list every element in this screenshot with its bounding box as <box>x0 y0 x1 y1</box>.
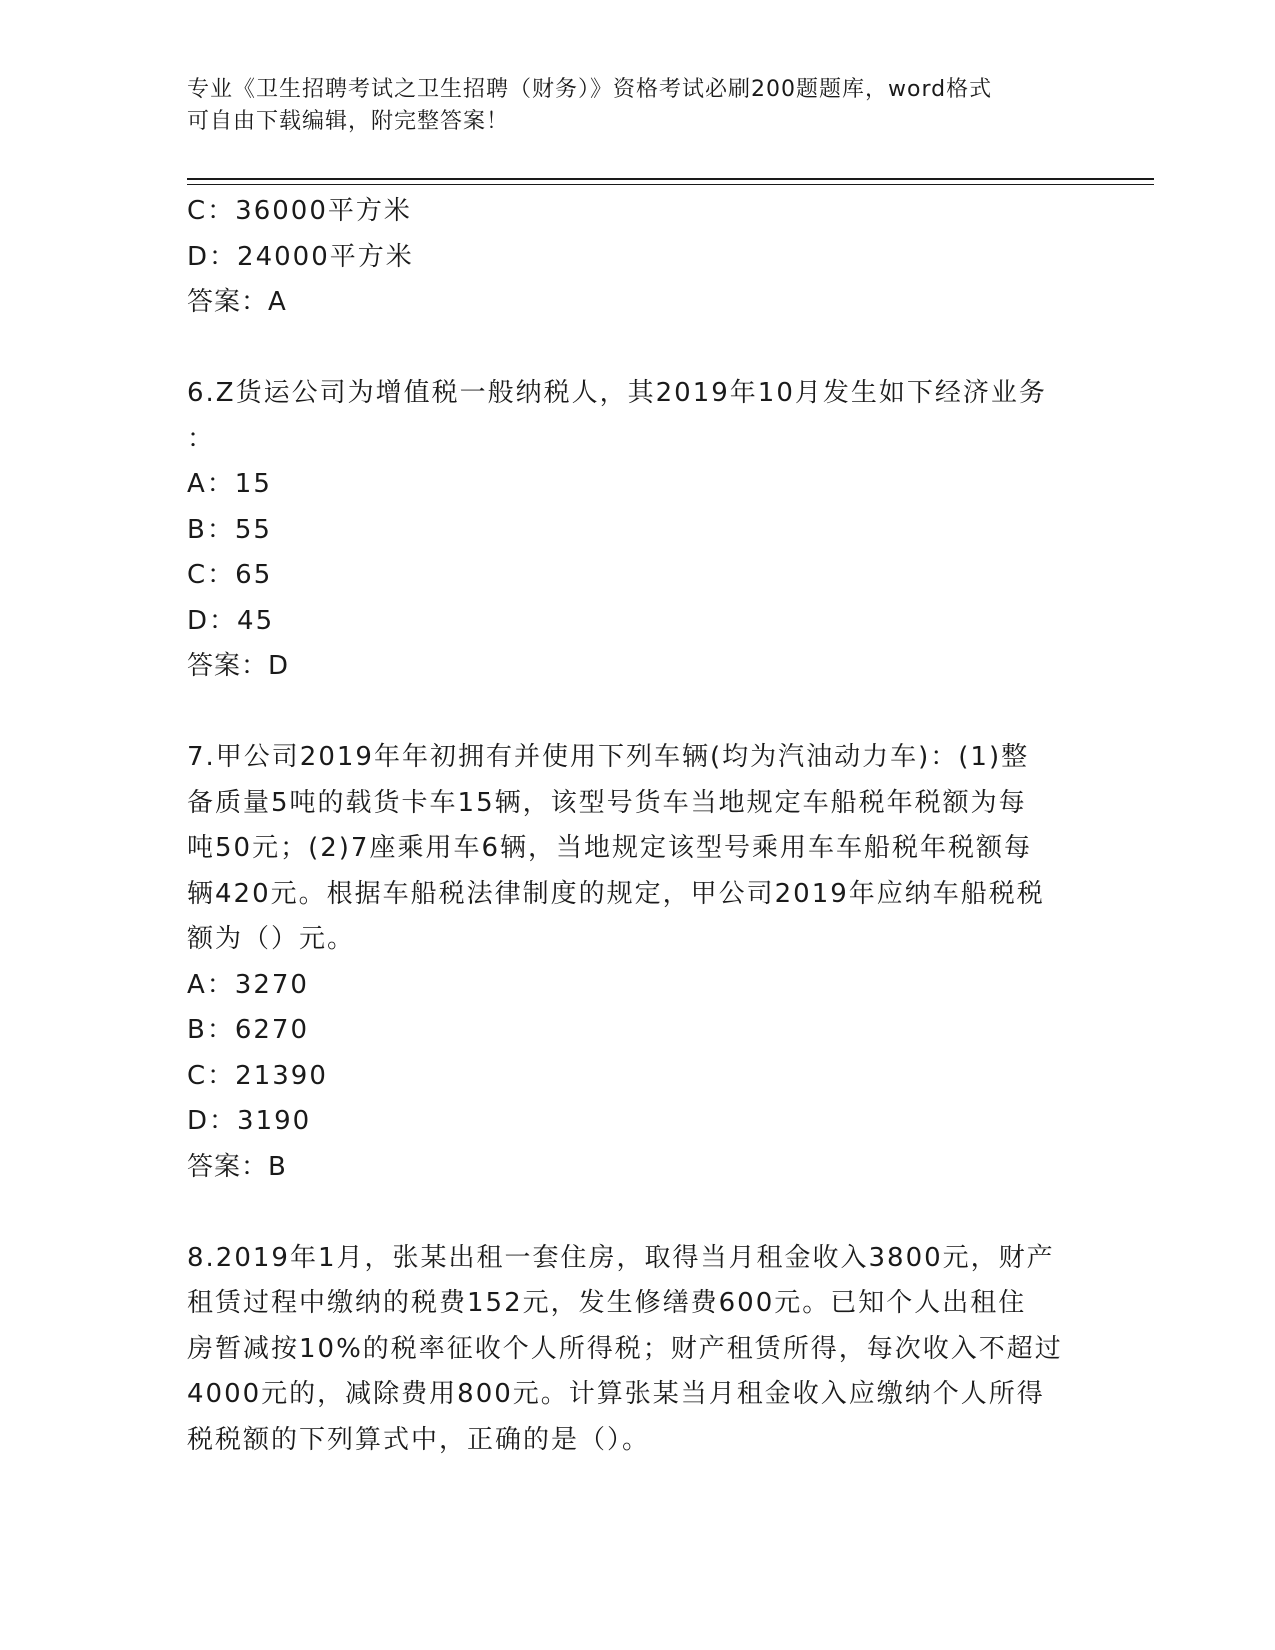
header-divider-thick <box>187 178 1154 180</box>
question-stem-line: 4000元的，减除费用800元。计算张某当月租金收入应缴纳个人所得 <box>187 1379 1045 1409</box>
question-7 <box>187 735 1087 1190</box>
question-stem-line: 备质量5吨的载货卡车15辆，该型号货车当地规定车船税年税额为每 <box>187 787 1027 818</box>
option-c: C：36000平方米 <box>187 196 412 226</box>
question-stem-line: 税税额的下列算式中，正确的是（）。 <box>187 1424 651 1455</box>
option-a: A：15 <box>187 469 272 499</box>
question-stem-line: 8.2019年1月，张某出租一套住房，取得当月租金收入3800元，财产 <box>187 1242 1055 1273</box>
option-d: D：45 <box>187 605 275 636</box>
question-5 <box>187 189 1087 326</box>
question-stem-line: 租赁过程中缴纳的税费152元，发生修缮费600元。已知个人出租住 <box>187 1288 1027 1318</box>
header-divider-thin <box>187 184 1154 185</box>
answer-label: 答案：B <box>187 1151 287 1182</box>
question-stem-line: 房暂减按10%的税率征收个人所得税；财产租赁所得，每次收入不超过 <box>187 1333 1063 1364</box>
question-stem-line: 额为（）元。 <box>187 924 356 954</box>
option-d: D：3190 <box>187 1106 312 1136</box>
answer-label: 答案：D <box>187 651 290 681</box>
option-b: B：6270 <box>187 1015 310 1045</box>
question-stem-line: 7.甲公司2019年年初拥有并使用下列车辆(均为汽油动力车)：(1)整 <box>187 742 1030 772</box>
question-stem-line: 辆420元。根据车船税法律制度的规定，甲公司2019年应纳车船税税 <box>187 878 1045 909</box>
option-c: C：21390 <box>187 1060 328 1091</box>
question-8 <box>187 1236 1087 1464</box>
option-a: A：3270 <box>187 969 309 1000</box>
question-stem-line: 6.Z货运公司为增值税一般纳税人，其2019年10月发生如下经济业务 <box>187 378 1047 408</box>
option-d: D：24000平方米 <box>187 241 414 272</box>
document-header <box>187 74 1067 138</box>
option-c: C：65 <box>187 560 273 590</box>
question-6 <box>187 371 1087 690</box>
document-body <box>187 189 1087 1463</box>
question-stem-line: 吨50元；(2)7座乘用车6辆，当地规定该型号乘用车车船税年税额每 <box>187 833 1032 863</box>
answer-label: 答案：A <box>187 287 287 317</box>
header-line-2: 可自由下载编辑，附完整答案！ <box>187 109 510 134</box>
header-line-1: 专业《卫生招聘考试之卫生招聘（财务）》资格考试必刷200题题库，word格式 <box>187 77 993 102</box>
option-b: B：55 <box>187 514 272 545</box>
question-stem-line: ： <box>187 423 216 454</box>
